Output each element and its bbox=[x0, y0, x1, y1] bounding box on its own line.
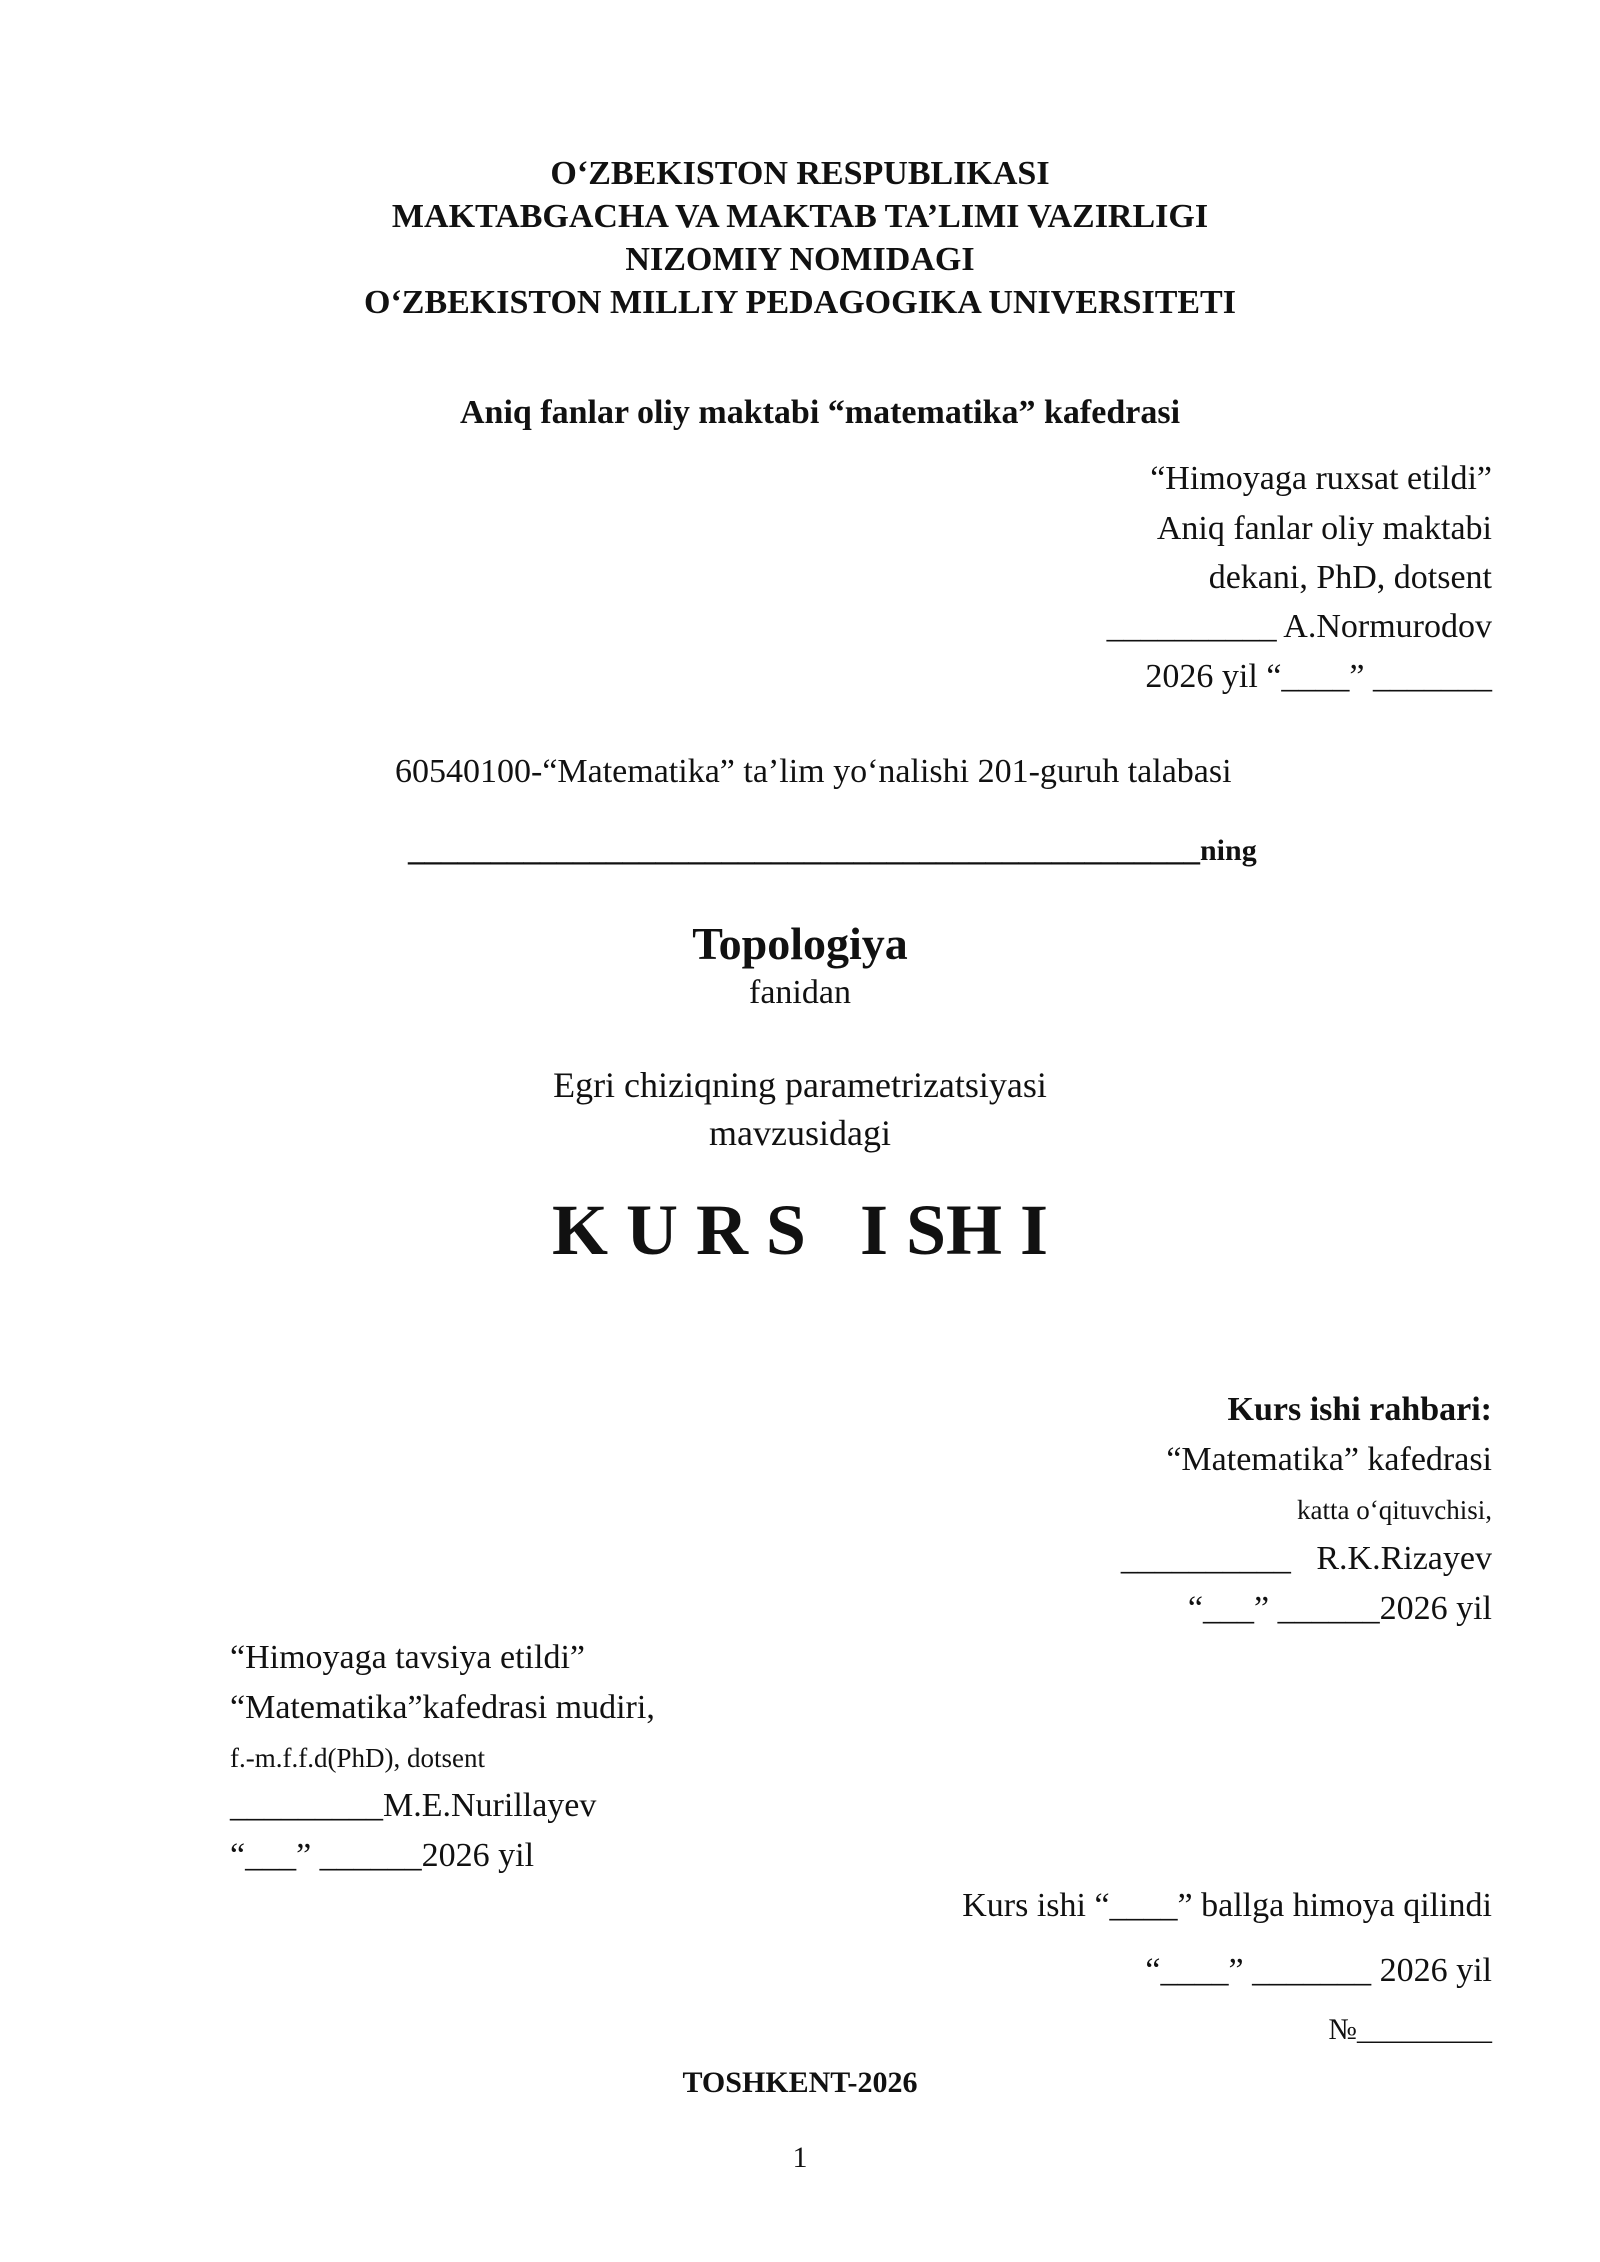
defense-line-3: №_________ bbox=[1328, 2013, 1492, 2046]
recommendation-line-3: f.-m.f.f.d(PhD), dotsent bbox=[230, 1743, 485, 1773]
recommendation-line-5: “___” ______2026 yil bbox=[230, 1837, 535, 1874]
supervisor-heading: Kurs ishi rahbari: bbox=[1227, 1391, 1492, 1428]
topic-line-2: mavzusidagi bbox=[709, 1113, 891, 1153]
recommendation-line-2: “Matematika”kafedrasi mudiri, bbox=[230, 1689, 655, 1726]
student-name-blank: ________________________________________________ bbox=[408, 832, 1200, 868]
footer-city: TOSHKENT-2026 bbox=[682, 2066, 918, 2099]
header-line-4: O‘ZBEKISTON MILLIY PEDAGOGIKA UNIVERSITETI bbox=[364, 284, 1236, 321]
supervisor-line-2: katta o‘qituvchisi, bbox=[1297, 1495, 1492, 1525]
header-line-3: NIZOMIY NOMIDAGI bbox=[625, 241, 975, 278]
recommendation-line-4: _________M.E.Nurillayev bbox=[230, 1787, 597, 1824]
supervisor-line-1: “Matematika” kafedrasi bbox=[1166, 1441, 1492, 1478]
topic-line-1: Egri chiziqning parametrizatsiyasi bbox=[553, 1065, 1047, 1105]
subject-name: Topologiya bbox=[692, 918, 908, 969]
defense-line-1: Kurs ishi “____” ballga himoya qilindi bbox=[962, 1887, 1492, 1924]
recommendation-line-1: “Himoyaga tavsiya etildi” bbox=[230, 1639, 585, 1676]
approval-line-5: 2026 yil “____” _______ bbox=[1145, 658, 1492, 695]
header-line-2: MAKTABGACHA VA MAKTAB TA’LIMI VAZIRLIGI bbox=[391, 198, 1209, 235]
approval-line-3: dekani, PhD, dotsent bbox=[1208, 559, 1492, 596]
document-title: K U R S I SH I bbox=[551, 1190, 1049, 1270]
approval-line-2: Aniq fanlar oliy maktabi bbox=[1156, 510, 1492, 547]
supervisor-line-4: “___” ______2026 yil bbox=[1187, 1590, 1492, 1627]
page-number: 1 bbox=[792, 2141, 808, 2174]
header-line-1: O‘ZBEKISTON RESPUBLIKASI bbox=[550, 155, 1050, 192]
department-name: Aniq fanlar oliy maktabi “matematika” kafedrasi bbox=[460, 394, 1181, 431]
approval-line-4: __________ A.Normurodov bbox=[1106, 608, 1492, 645]
student-program: 60540100-“Matematika” ta’lim yo‘nalishi 201-guruh talabasi bbox=[395, 753, 1232, 790]
student-name-line bbox=[408, 830, 1257, 871]
defense-line-2: “____” _______ 2026 yil bbox=[1145, 1952, 1492, 1989]
approval-line-1: “Himoyaga ruxsat etildi” bbox=[1150, 460, 1492, 497]
subject-suffix: fanidan bbox=[749, 974, 851, 1011]
student-name-suffix: ning bbox=[1200, 834, 1257, 867]
supervisor-line-3: __________ R.K.Rizayev bbox=[1120, 1540, 1492, 1577]
